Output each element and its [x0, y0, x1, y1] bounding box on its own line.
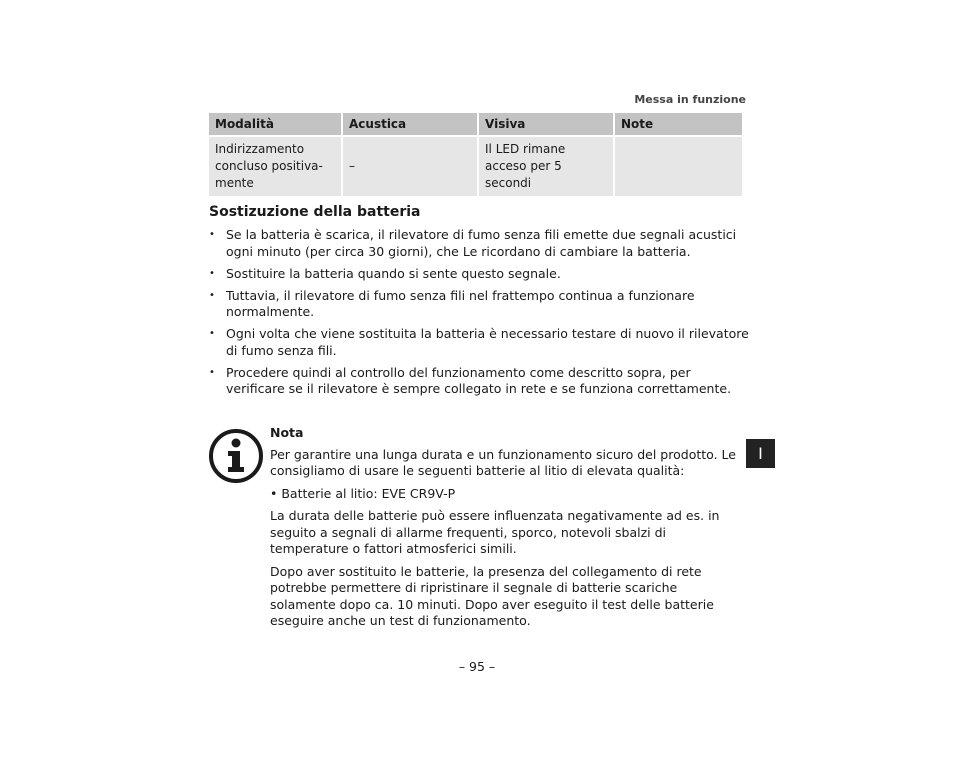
- note-title: Nota: [270, 425, 304, 440]
- list-item: • Se la batteria è scarica, il rilevatore di fumo senza fili emette due segnali acustici ogni minuto (per circa 30 giorni), che Le ricordano di cambiare la batteria.: [209, 227, 749, 260]
- table-cell-note: [615, 137, 742, 196]
- column-header-acustica: Acustica: [343, 113, 477, 137]
- list-item: • Ogni volta che viene sostituita la batteria è necessario testare di nuovo il rilevatore di fumo senza fili.: [209, 326, 749, 359]
- list-item: • Tuttavia, il rilevatore di fumo senza fili nel frattempo continua a funzionare normalmente.: [209, 288, 749, 321]
- note-intro: Per garantire una lunga durata e un funzionamento sicuro del prodotto. Le consigliamo di usare le seguenti batterie al litio di elevata qualità:: [270, 446, 736, 478]
- column-header-note: Note: [615, 113, 742, 137]
- column-header-modalita: Modalità: [209, 113, 341, 137]
- mode-table: [207, 113, 744, 196]
- note-paragraph-reset: Dopo aver sostituito le batterie, la presenza del collegamento di rete potrebbe permettere di ripristinare il segnale di batterie scariche solamente dopo ca. 10 minuti. Dopo aver eseguito il test delle batterie eseguire anche un test di funzionamento.: [270, 563, 714, 628]
- table-cell-acustica: –: [343, 137, 477, 196]
- table-cell-modalita: Indirizzamento concluso positiva-mente: [209, 137, 341, 196]
- page-number: – 95 –: [458, 659, 496, 674]
- table-cell-visiva: Il LED rimane acceso per 5 secondi: [479, 137, 613, 196]
- running-header: Messa in funzione: [634, 93, 746, 106]
- section-title: Sostizuzione della batteria: [209, 204, 421, 220]
- list-item: • Procedere quindi al controllo del funzionamento come descritto sopra, per verificare se il rilevatore è sempre collegato in rete e se funziona correttamente.: [209, 365, 749, 398]
- note-block: [270, 425, 740, 636]
- column-header-visiva: Visiva: [479, 113, 613, 137]
- note-paragraph-durability: La durata delle batterie può essere influenzata negativamente ad es. in seguito a segnali di allarme frequenti, sporco, notevoli sbalzi di temperature o fattori atmosferici simili.: [270, 508, 720, 556]
- table-row: [209, 137, 742, 196]
- table-header-row: [209, 113, 742, 137]
- note-battery-item: • Batterie al litio: EVE CR9V-P: [270, 485, 456, 501]
- language-tab: I: [746, 439, 775, 468]
- battery-bullet-list: [209, 227, 749, 403]
- list-item: • Sostituire la batteria quando si sente questo segnale.: [209, 266, 749, 283]
- info-icon: [208, 428, 264, 484]
